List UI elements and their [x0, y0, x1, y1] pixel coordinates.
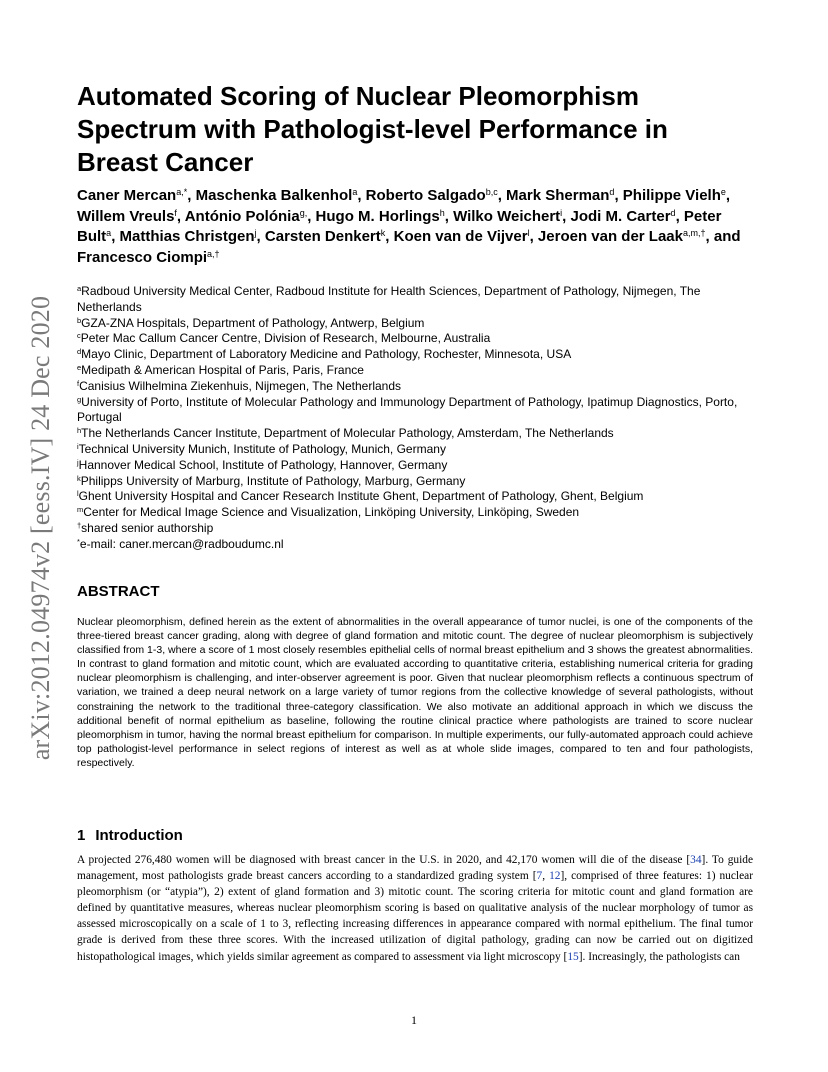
section-number: 1 [77, 827, 86, 844]
affiliation-text: The Netherlands Cancer Institute, Department of Molecular Pathology, Amsterdam, The Netherlands [81, 426, 614, 441]
author-affiliation-marker: a [106, 228, 112, 238]
affiliation-item [77, 363, 767, 379]
author [77, 208, 177, 225]
author-name: Koen van de Vijver [393, 228, 528, 245]
affiliation-marker: k [77, 473, 81, 483]
author [185, 208, 308, 225]
author-name: Wilko Weichert [453, 207, 561, 225]
affiliation-text: Philipps University of Marburg, Institute of Pathology, Marburg, Germany [80, 473, 466, 488]
affiliation-text: shared senior authorship [81, 520, 214, 535]
affiliation-marker: e [77, 362, 82, 372]
affiliation-item [77, 458, 767, 474]
author-list: Caner Mercan$^{a,*}$, Maschenka Balkenhol$^a$, Roberto Salgado$^{b,c}$, Mark Sherman$^d$, Philippe Vielh$^e$, Willem Vreuls$^f$, António Polónia$^{g,}$, Hugo M. Horlings$^h$, Wilko Weichert$^i$, Jodi M. Carter$^d$, Peter Bult$^a$, Matthias Christgen$^j$, Carsten Denkert$^k$, Koen van de Vijver$^l$, Jeroen van der Laak$^{a,m,\dagger}$, and Francesco Ciompi$^{a,\dagger}$ [77, 187, 741, 266]
author-name: Jeroen van der Laak [537, 228, 683, 245]
author-affiliation-marker: a,m,† [683, 228, 706, 238]
affiliation-text: Center for Medical Image Science and Visualization, Linköping University, Linköping, Sweden [83, 505, 580, 520]
affiliation-marker: g [77, 394, 82, 404]
affiliation-item [77, 331, 767, 347]
author-name: Philippe Vielh [622, 187, 721, 204]
affiliation-text: Canisius Wilhelmina Ziekenhuis, Nijmegen, The Netherlands [79, 378, 402, 393]
affiliation-text: Peter Mac Callum Cancer Centre, Division of Research, Melbourne, Australia [80, 331, 491, 346]
author [538, 228, 706, 245]
affiliation-item [77, 379, 767, 395]
introduction-text-segment: A projected 276,480 women will be diagnosed with breast cancer in the U.S. in 2020, and 42,170 women will die of the disease [ [77, 854, 691, 866]
author [77, 249, 220, 266]
affiliation-text: e-mail: caner.mercan@radboudumc.nl [79, 536, 284, 551]
affiliation-item [77, 316, 767, 332]
affiliation-marker: * [77, 536, 80, 546]
author-affiliation-marker: l [527, 228, 530, 238]
affiliation-item [77, 537, 767, 553]
affiliation-marker: l [77, 489, 79, 499]
introduction-body [77, 852, 753, 965]
affiliation-item [77, 284, 767, 316]
affiliation-item [77, 347, 767, 363]
author [623, 187, 726, 204]
author-affiliation-marker: a,† [207, 248, 220, 259]
author [506, 187, 614, 204]
affiliation-text: GZA-ZNA Hospitals, Department of Pathology, Antwerp, Belgium [81, 315, 425, 330]
author-affiliation-marker: e [720, 187, 726, 197]
affiliation-text: Medipath & American Hospital of Paris, Paris, France [81, 362, 364, 377]
section-title: Introduction [95, 827, 183, 844]
introduction-text-segment: , [542, 870, 550, 883]
affiliation-list [77, 284, 767, 553]
author [77, 187, 187, 204]
abstract-heading: ABSTRACT [77, 583, 160, 600]
author-affiliation-marker: b,c [485, 187, 498, 197]
affiliation-marker: m [77, 505, 84, 515]
affiliation-marker: a [77, 284, 82, 293]
author-affiliation-marker: a [352, 187, 358, 197]
abstract-body: Nuclear pleomorphism, defined herein as the extent of abnormalities in the overall appearance of tumor nuclei, is one of the components of the three-tiered breast cancer grading, along with degree of gland formation and mitotic count. The degree of nuclear pleomorphism is subjectively classified from 1-3, where a score of 1 most closely resembles epithelial cells of normal breast epithelium and 3 shows the greatest abnormalities. In contrast to gland formation and mitotic count, which are evaluated according to quantitative criteria, establishing numerical criteria for grading nuclear pleomorphism is challenging, and inter-observer agreement is poor. Given that nuclear pleomorphism reflects a continuous spectrum of variation, we trained a deep neural network on a large variety of tumor regions from the collective knowledge of several pathologists, without constraining the network to the traditional three-category classification. We also motivate an additional approach in which we discuss the additional benefit of normal epithelium as baseline, following the routine clinical practice where pathologists are trained to score nuclear pleomorphism in tumor, having the normal breast epithelium for comparison. In multiple experiments, our fully-automated approach could achieve top pathologist-level performance in select regions of interest as well as at whole slide images, compared to ten and four pathologists, respectively. [77, 616, 753, 769]
paper-title: Automated Scoring of Nuclear Pleomorphism Spectrum with Pathologist-level Performance in Breast Cancer [77, 81, 668, 177]
introduction-text-segment: ]. Increasingly, the pathologists can [578, 950, 740, 963]
author-affiliation-marker: h [439, 207, 445, 218]
author-name: Willem Vreuls [77, 207, 175, 225]
arxiv-identifier-stamp [10, 283, 72, 773]
arxiv-identifier-text: arXiv:2012.04974v2 [eess.IV] 24 Dec 2020 [26, 295, 55, 761]
author [265, 228, 385, 245]
author-affiliation-marker: g, [299, 207, 308, 218]
page-number: 1 [411, 1013, 417, 1027]
affiliation-item [77, 395, 767, 427]
author [120, 228, 257, 245]
author-affiliation-marker: d [670, 207, 676, 218]
author-name: Roberto Salgado [365, 187, 486, 204]
affiliation-text: University of Porto, Institute of Molecular Pathology and Immunology Department of Pathology, Ipatimup Diagnostics, Porto, Portugal [77, 394, 738, 425]
affiliation-marker: h [77, 426, 82, 436]
author [316, 208, 445, 225]
author [453, 208, 562, 225]
author [394, 228, 530, 245]
affiliation-marker: c [77, 331, 81, 341]
affiliation-marker: d [77, 347, 82, 357]
author [196, 187, 358, 204]
affiliation-marker: f [77, 378, 80, 388]
author-affiliation-marker: f [174, 207, 177, 218]
affiliation-text: Technical University Munich, Institute of Pathology, Munich, Germany [78, 441, 446, 456]
author-name: Peter Bult [77, 207, 722, 245]
citation-link[interactable]: 15 [567, 950, 579, 963]
affiliation-text: Radboud University Medical Center, Radboud Institute for Health Sciences, Department of Pathology, Nijmegen, The Netherlands [77, 284, 701, 314]
author-name: Hugo M. Horlings [315, 207, 440, 225]
author-name: Francesco Ciompi [77, 248, 208, 266]
author-name: Jodi M. Carter [570, 207, 671, 225]
citation-link[interactable]: 7 [536, 870, 543, 883]
author [571, 208, 676, 225]
author-affiliation-marker: d [609, 187, 615, 197]
affiliation-item [77, 474, 767, 490]
affiliation-item [77, 505, 767, 521]
affiliation-item [77, 489, 767, 505]
affiliation-text: Hannover Medical School, Institute of Pathology, Hannover, Germany [78, 457, 448, 472]
author [366, 187, 498, 204]
affiliation-marker: b [77, 315, 82, 325]
author-name: Maschenka Balkenhol [195, 187, 353, 204]
affiliation-item [77, 426, 767, 442]
affiliation-marker: j [77, 457, 79, 467]
citation-link[interactable]: 34 [690, 854, 702, 866]
author-affiliation-marker: k [380, 228, 386, 238]
author-name: Matthias Christgen [119, 228, 255, 245]
author-name: António Polónia [184, 207, 300, 225]
author-affiliation-marker: j [254, 228, 257, 238]
affiliation-item [77, 521, 767, 537]
affiliation-marker: † [77, 520, 82, 530]
section-heading-introduction [77, 827, 183, 844]
introduction-text-segment: ], comprised of three features: 1) nuclear pleomorphism (or “atypia”), 2) extent of gland formation and 3) mitotic count. The scoring criteria for mitotic count and gland formation are defined by quantitative measures, whereas nuclear pleomorphism scoring is based on qualitative analysis of the nuclear morphology of tumor as assessed microscopically on a scale of 1 to 3, reflecting increasing differences in appearance compared with normal epithelium. The final tumor grade is derived from these three scores. With the increased utilization of digital pathology, grading can now be carried out on digitized histopathological images, which yields similar agreement as compared to assessment via light microscopy [ [77, 870, 754, 963]
author-affiliation-marker: a,* [176, 187, 188, 197]
author-name: Caner Mercan [77, 187, 177, 204]
author-name: Carsten Denkert [264, 228, 381, 245]
author-affiliation-marker: i [560, 207, 563, 218]
affiliation-text: Mayo Clinic, Department of Laboratory Medicine and Pathology, Rochester, Minnesota, USA [81, 347, 572, 362]
author-name: Mark Sherman [506, 187, 610, 204]
introduction-text-segment: ]. To guide management, most pathologists grade breast cancers according to a standardized grading system [ [77, 854, 753, 883]
affiliation-marker: i [77, 441, 79, 451]
citation-link[interactable]: 12 [549, 870, 561, 883]
affiliation-item [77, 442, 767, 458]
affiliation-text: Ghent University Hospital and Cancer Research Institute Ghent, Department of Pathology, Ghent, Belgium [78, 489, 644, 504]
